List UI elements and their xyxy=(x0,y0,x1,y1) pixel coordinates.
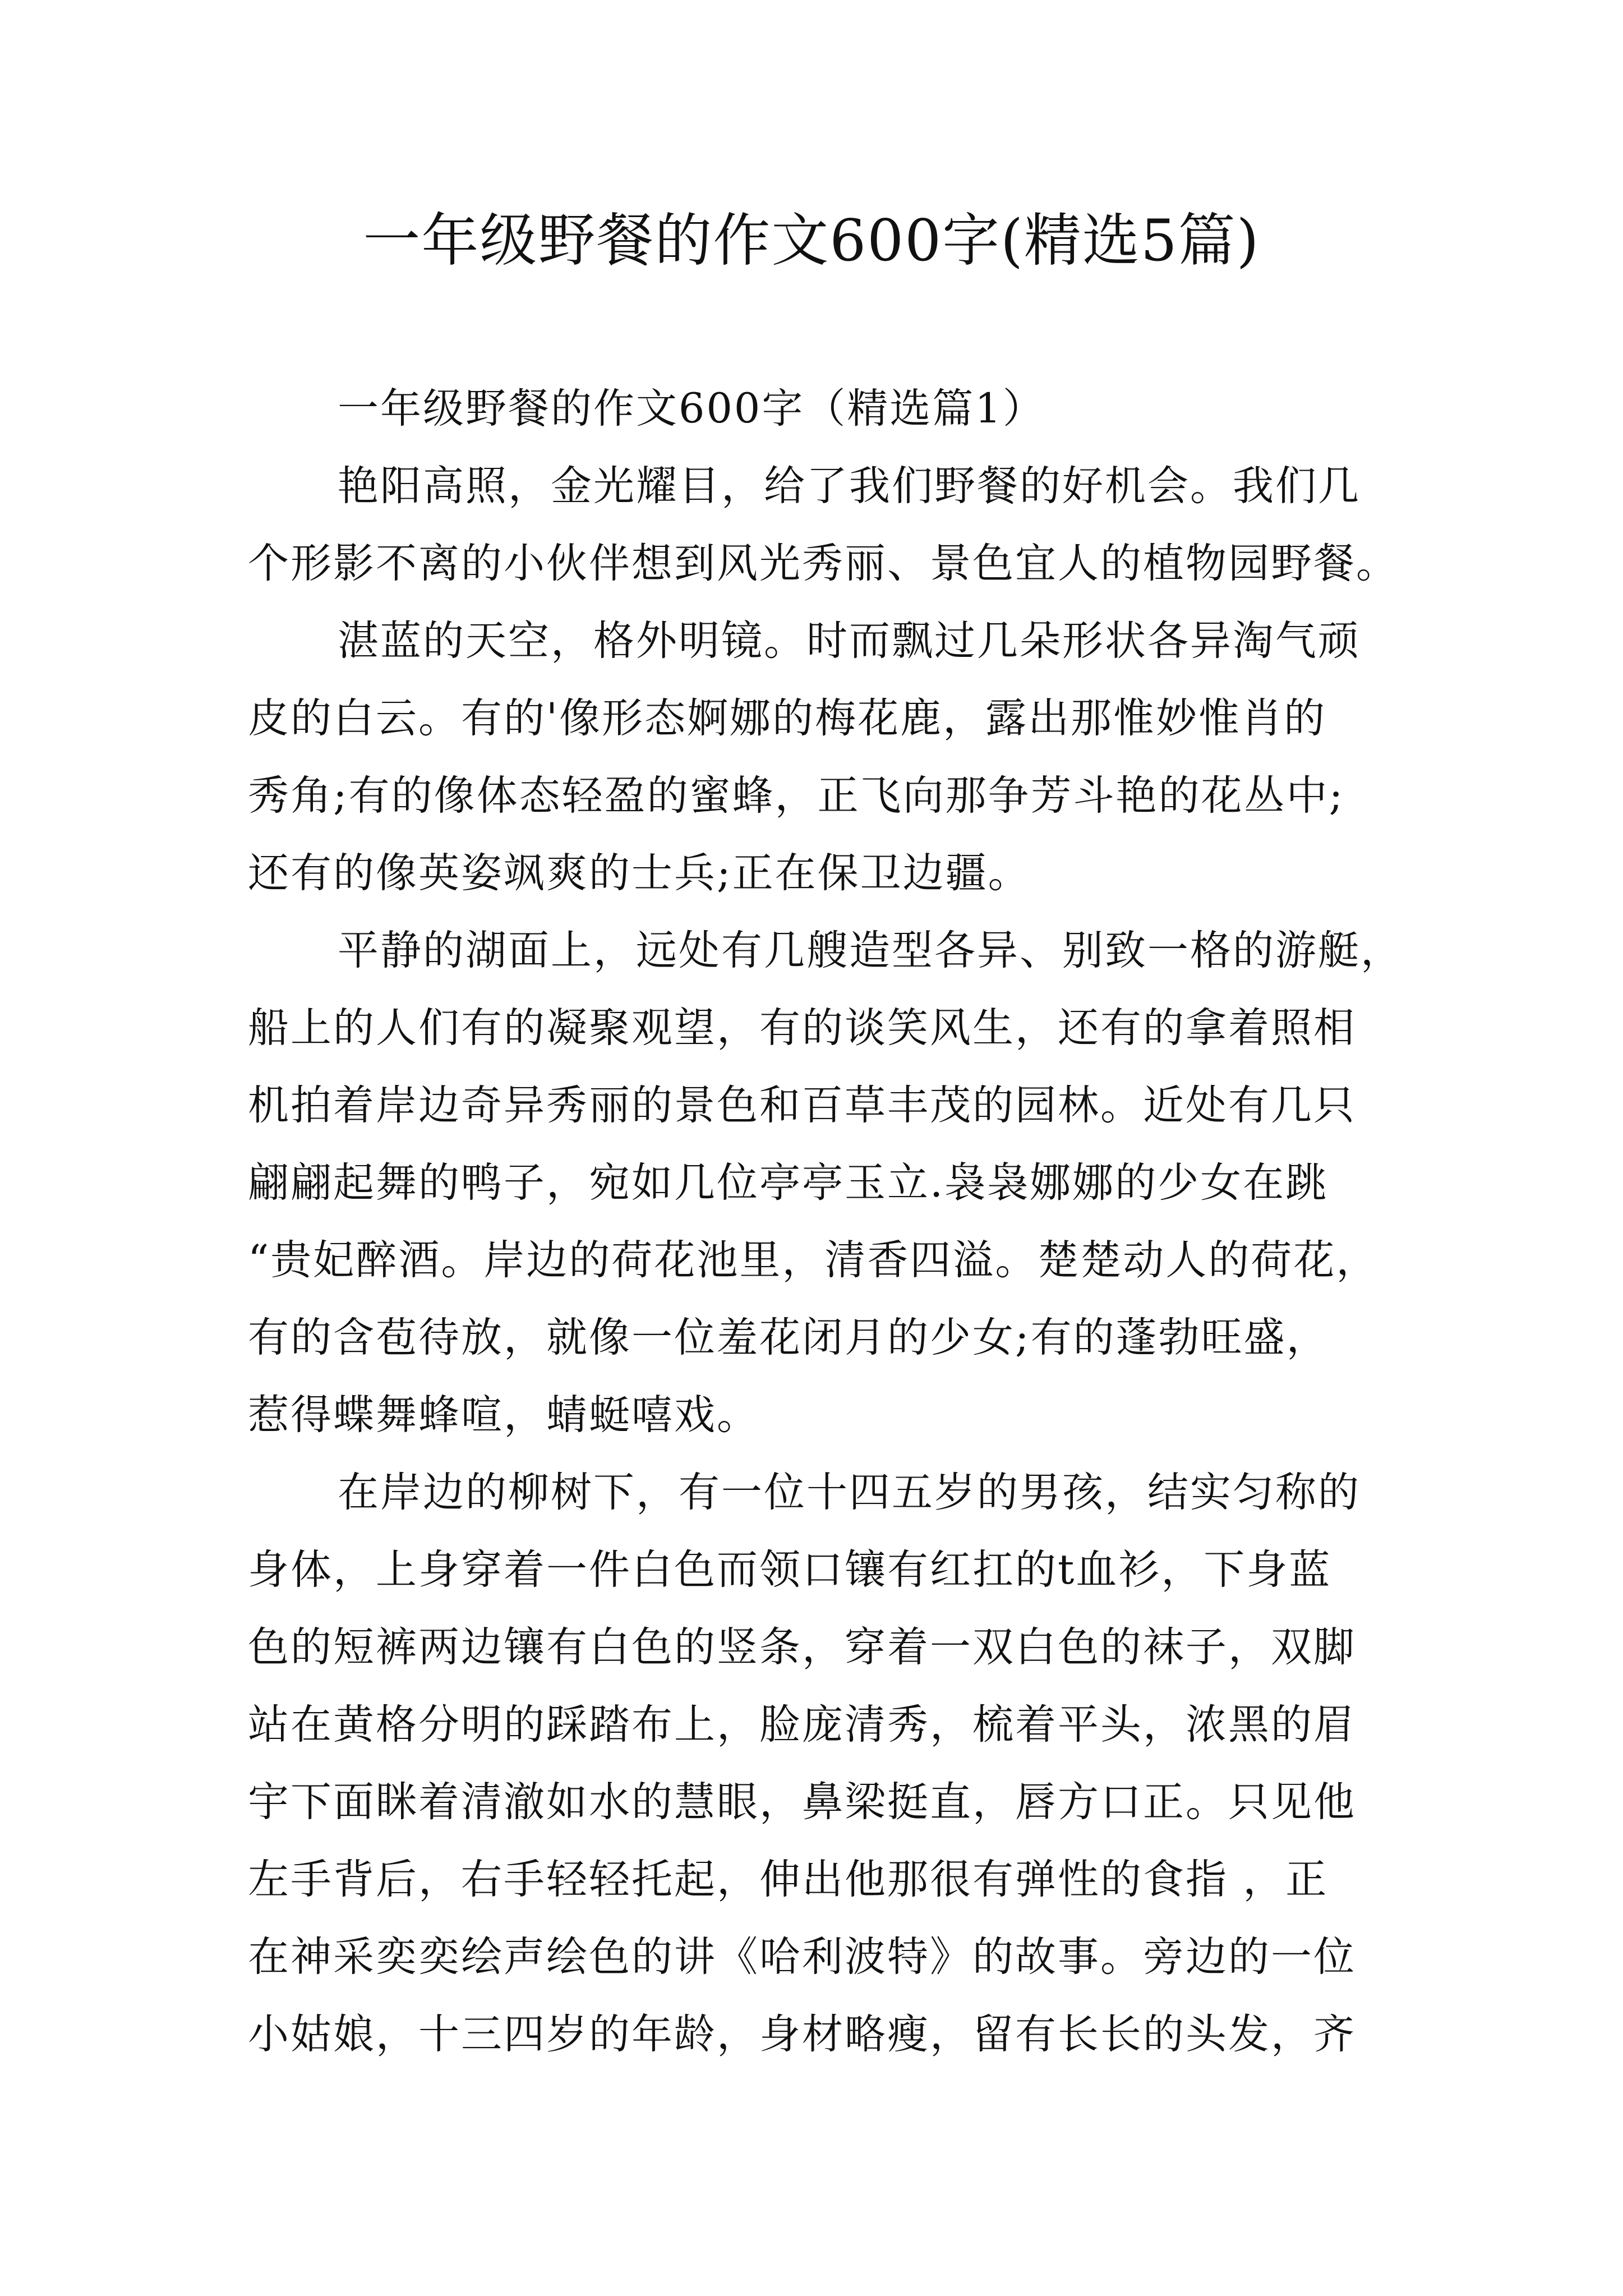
document-title: 一年级野餐的作文600字(精选5篇) xyxy=(363,208,1260,274)
text-line: 秀角;有的像体态轻盈的蜜蜂，正飞向那争芳斗艳的花丛中; xyxy=(248,772,1345,820)
text-line: 色的短裤两边镶有白色的竖条，穿着一双白色的袜子，双脚 xyxy=(248,1623,1356,1671)
text-line: 惹得蝶舞蜂喧，蜻蜓嘻戏。 xyxy=(248,1391,759,1439)
text-line: 翩翩起舞的鸭子，宛如几位亭亭玉立.袅袅娜娜的少女在跳 xyxy=(248,1159,1329,1207)
text-line: 个形影不离的小伙伴想到风光秀丽、景色宜人的植物园野餐。 xyxy=(248,540,1399,587)
text-line: 有的含苞待放，就像一位羞花闭月的少女;有的蓬勃旺盛， xyxy=(248,1314,1329,1361)
text-line: 在神采奕奕绘声绘色的讲《哈利波特》的故事。旁边的一位 xyxy=(248,1933,1356,1981)
text-line: 平静的湖面上，远处有几艘造型各异、别致一格的游艇， xyxy=(338,927,1403,974)
text-line: 艳阳高照，金光耀目，给了我们野餐的好机会。我们几 xyxy=(338,462,1361,510)
text-line: 在岸边的柳树下，有一位十四五岁的男孩，结实匀称的 xyxy=(338,1469,1361,1516)
text-line: “贵妃醉酒。岸边的荷花池里，清香四溢。楚楚动人的荷花， xyxy=(248,1236,1379,1284)
text-line: 身体，上身穿着一件白色而领口镶有红扛的t血衫，下身蓝 xyxy=(248,1546,1332,1594)
text-line: 一年级野餐的作文600字（精选篇1） xyxy=(338,385,1045,432)
text-line: 船上的人们有的凝聚观望，有的谈笑风生，还有的拿着照相 xyxy=(248,1004,1356,1052)
text-line: 宇下面眯着清澈如水的慧眼，鼻梁挺直，唇方口正。只见他 xyxy=(248,1778,1356,1826)
text-line: 小姑娘，十三四岁的年龄，身材略瘦，留有长长的头发，齐 xyxy=(248,2010,1356,2058)
document-body xyxy=(248,370,1403,2073)
text-line: 还有的像英姿飒爽的士兵;正在保卫边疆。 xyxy=(248,849,1031,897)
text-line: 湛蓝的天空，格外明镜。时而飘过几朵形状各异淘气顽 xyxy=(338,617,1361,665)
text-line: 站在黄格分明的踩踏布上，脸庞清秀，梳着平头，浓黑的眉 xyxy=(248,1701,1356,1749)
text-line: 左手背后，右手轻轻托起，伸出他那很有弹性的食指 ，正 xyxy=(248,1856,1329,1903)
text-line: 皮的白云。有的'像形态婀娜的梅花鹿，露出那惟妙惟肖的 xyxy=(248,694,1327,742)
text-line: 机拍着岸边奇异秀丽的景色和百草丰茂的园林。近处有几只 xyxy=(248,1082,1356,1129)
